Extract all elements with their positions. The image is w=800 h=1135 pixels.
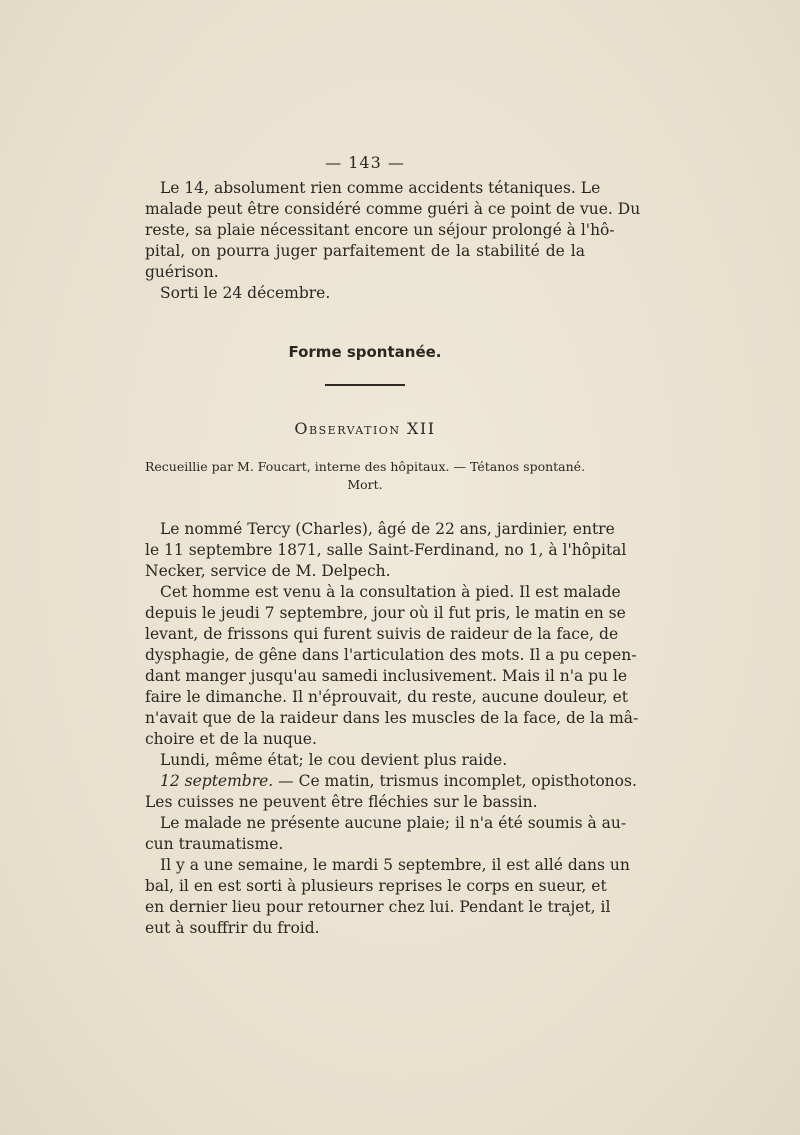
text-line: dant manger jusqu'au samedi inclusivement. Mais il n'a pu le [145, 667, 628, 685]
text-line: Les cuisses ne peuvent être fléchies sur le bassin. [145, 793, 538, 811]
observation-subtitle: Mort. [347, 477, 383, 492]
text-line: Le nommé Tercy (Charles), âgé de 22 ans, jardinier, entre [160, 520, 615, 538]
text-line: Lundi, même état; le cou devient plus raide. [160, 751, 508, 769]
text-line: faire le dimanche. Il n'éprouvait, du reste, aucune douleur, et [145, 688, 629, 706]
text-line: pital, on pourra juger parfaitement de la stabilité de la [145, 242, 585, 260]
text-line [160, 771, 637, 792]
text-line: levant, de frissons qui furent suivis de raideur de la face, de [145, 625, 619, 643]
divider-rule [325, 384, 405, 386]
text-line: Le 14, absolument rien comme accidents tétaniques. Le [160, 179, 601, 197]
text-line: dysphagie, de gêne dans l'articulation des mots. Il a pu cepen- [145, 646, 637, 664]
text-line: choire et de la nuque. [145, 730, 317, 748]
text-line: depuis le jeudi 7 septembre, jour où il fut pris, le matin en se [145, 604, 626, 622]
observation-subtitle: Recueillie par M. Foucart, interne des hôpitaux. — Tétanos spontané. [145, 459, 586, 474]
text-line: guérison. [145, 263, 219, 281]
text-line: Le malade ne présente aucune plaie; il n'a été soumis à au- [160, 814, 627, 832]
text-line: n'avait que de la raideur dans les muscles de la face, de la mâ- [145, 709, 639, 727]
page-number: — 143 — [325, 153, 405, 172]
text-line: reste, sa plaie nécessitant encore un séjour prolongé à l'hô- [145, 221, 615, 239]
text-line: le 11 septembre 1871, salle Saint-Ferdinand, no 1, à l'hôpital [145, 541, 627, 559]
text-line: bal, il en est sorti à plusieurs reprises le corps en sueur, et [145, 877, 607, 895]
text-line: Il y a une semaine, le mardi 5 septembre, il est allé dans un [160, 856, 630, 874]
text-line: Cet homme est venu à la consultation à pied. Il est malade [160, 583, 621, 601]
text-line: en dernier lieu pour retourner chez lui. Pendant le trajet, il [145, 898, 611, 916]
text-line: Necker, service de M. Delpech. [145, 562, 391, 580]
text-line: malade peut être considéré comme guéri à ce point de vue. Du [145, 200, 641, 218]
text-span: — Ce matin, trismus incomplet, opisthotonos. [278, 772, 637, 790]
date-italic: 12 septembre. [160, 772, 274, 790]
text-line: Sorti le 24 décembre. [160, 284, 331, 302]
observation-title: Observation XII [294, 419, 436, 438]
text-line: cun traumatisme. [145, 835, 284, 853]
text-line: eut à souffrir du froid. [145, 919, 320, 937]
section-title: Forme spontanée. [288, 343, 442, 361]
